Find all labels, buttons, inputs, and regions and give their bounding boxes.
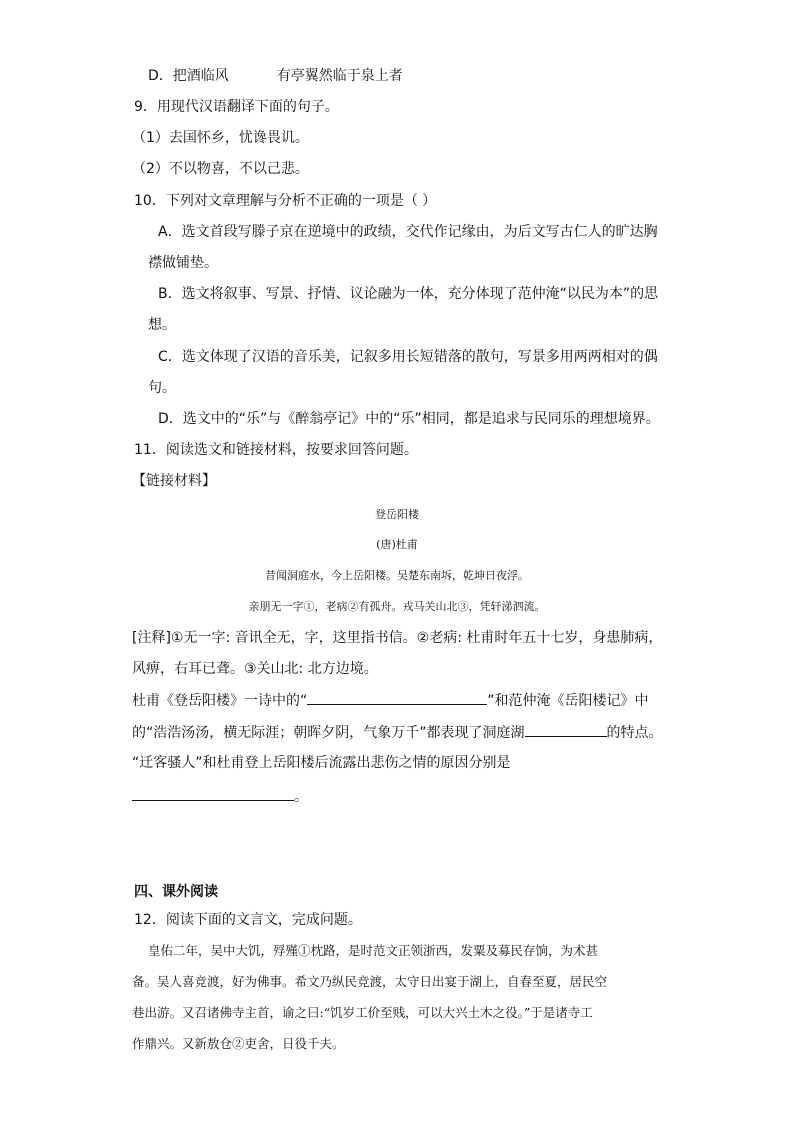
link-material-label: 【链接材料】 xyxy=(132,473,216,489)
q11-question-line2 xyxy=(132,722,663,743)
q12-text-line3: 巷出游。又召诸佛寺主首，谕之曰:“饥岁工价至贱，可以大兴土木之役。”于是诸寺工 xyxy=(132,1005,593,1020)
q11-stem: 11．阅读选文和链接材料，按要求回答问题。 xyxy=(134,442,418,458)
q11-question-line2-end: 的特点。 xyxy=(606,725,663,741)
poem-notes-line1: [注释]①无一字: 音讯全无，字，这里指书信。②老病: 杜甫时年五十七岁，身患肺病， xyxy=(132,630,663,646)
q9-sentence-1: （1）去国怀乡，忧谗畏讥。 xyxy=(132,130,309,146)
q11-question-line3: “迁客骚人”和杜甫登上岳阳楼后流露出悲伤之情的原因分别是 xyxy=(132,755,511,771)
poem-notes-line2: 风痹，右耳已聋。③关山北: 北方边境。 xyxy=(132,661,378,677)
poem-author: (唐)杜甫 xyxy=(376,538,418,551)
q11-question-line2-start: 的“浩浩汤汤，横无际涯；朝晖夕阴，气象万千”都表现了洞庭湖 xyxy=(132,725,525,741)
answer-blank-lake-feature[interactable] xyxy=(525,722,607,737)
answer-blank-sorrow-reason[interactable] xyxy=(132,786,294,801)
q10-option-c-line2: 句。 xyxy=(148,380,176,396)
q10-option-d: D．选文中的“乐”与《醉翁亭记》中的“乐”相同，都是追求与民同乐的理想境界。 xyxy=(158,411,660,427)
section-4-heading: 四、课外阅读 xyxy=(134,884,218,900)
q12-text-line4: 作鼎兴。又新敖仓②吏舍，日役千夫。 xyxy=(132,1036,345,1051)
answer-blank-poem-line[interactable] xyxy=(307,690,487,705)
q8-option-d-part1: D．把酒临风 xyxy=(148,68,229,84)
q12-stem: 12．阅读下面的文言文，完成问题。 xyxy=(134,912,362,928)
q11-question-line1 xyxy=(132,690,649,711)
q8-option-d-part2: 有亭翼然临于泉上者 xyxy=(276,68,403,84)
q12-text-line2: 备。吴人喜竞渡，好为佛事。希文乃纵民竞渡，太守日出宴于湖上，自春至夏，居民空 xyxy=(132,974,608,989)
q11-question-line4 xyxy=(132,786,308,807)
q10-option-b-line1: B．选文将叙事、写景、抒情、议论融为一体，充分体现了范仲淹“以民为本”的思 xyxy=(158,286,659,302)
q10-option-b-line2: 想。 xyxy=(148,317,176,333)
q8-option-d xyxy=(148,66,403,86)
q11-question-line1-start: 杜甫《登岳阳楼》一诗中的“ xyxy=(132,693,308,709)
poem-line-2: 亲朋无一字①，老病②有孤舟。戎马关山北③，凭轩涕泗流。 xyxy=(248,600,546,613)
poem-line-1: 昔闻洞庭水，今上岳阳楼。吴楚东南坼，乾坤日夜浮。 xyxy=(265,569,529,582)
q10-stem: 10．下列对文章理解与分析不正确的一项是（ ） xyxy=(134,193,437,209)
q10-option-c-line1: C．选文体现了汉语的音乐美，记叙多用长短错落的散句，写景多用两两相对的偶 xyxy=(158,349,658,365)
q10-option-a-line2: 襟做铺垫。 xyxy=(148,255,218,271)
q9-stem: 9．用现代汉语翻译下面的句子。 xyxy=(134,99,339,115)
q11-question-line1-end: ”和范仲淹《岳阳楼记》中 xyxy=(487,693,649,709)
q11-question-line4-period: 。 xyxy=(294,789,308,805)
q12-text-line1: 皇佑二年，吴中大饥，殍殣①枕路，是时范文正领浙西，发粟及募民存饷，为术甚 xyxy=(148,943,599,958)
poem-title: 登岳阳楼 xyxy=(375,508,419,521)
q9-sentence-2: （2）不以物喜，不以己悲。 xyxy=(132,161,309,177)
q10-option-a-line1: A．选文首段写滕子京在逆境中的政绩，交代作记缘由，为后文写古仁人的旷达胸 xyxy=(158,224,658,240)
